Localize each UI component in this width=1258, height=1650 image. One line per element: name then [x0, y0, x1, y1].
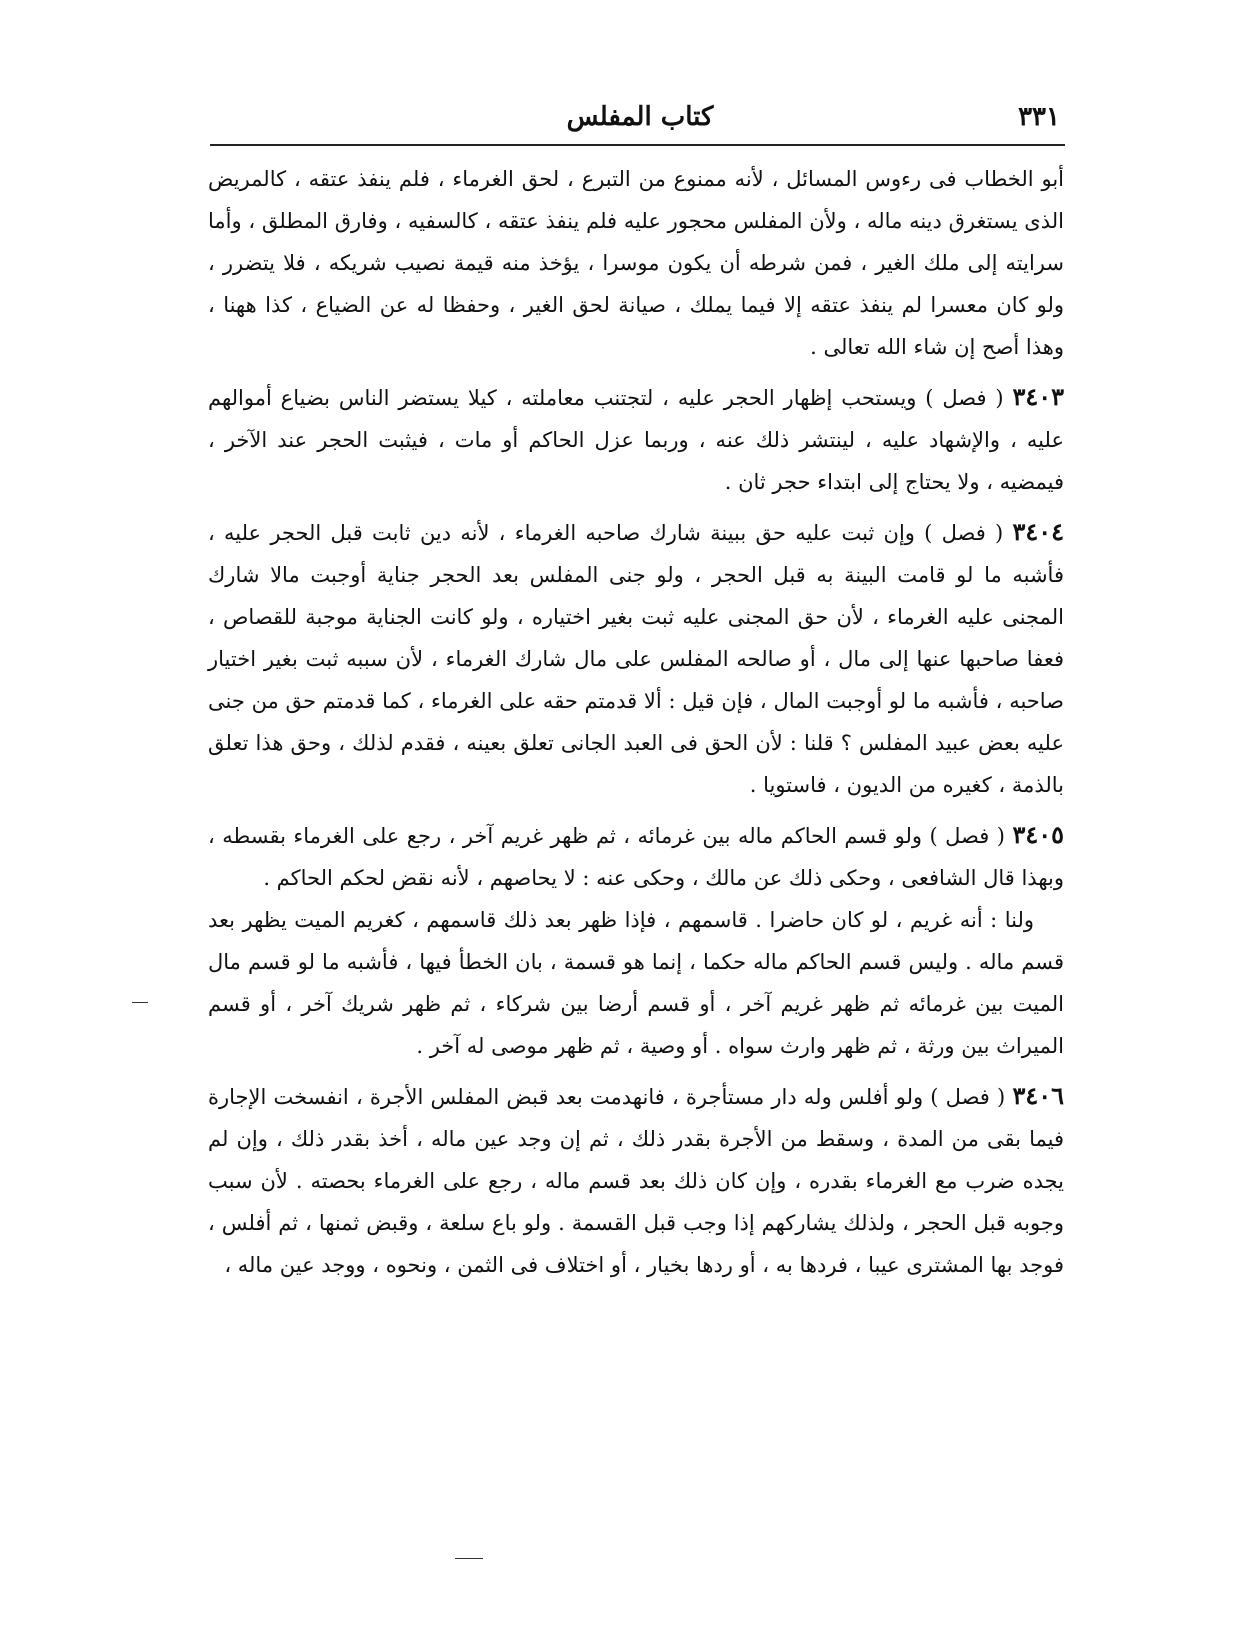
paragraph-3405	[208, 814, 1064, 899]
paragraph-text: ولنا : أنه غريم ، لو كان حاضرا . قاسمهم ، فإذا ظهر بعد ذلك قاسمهم ، كغريم الميت يظهر بعد قسم ماله . وليس قسم الحاكم ماله حكما ، إنما هو قسمة ، بان الخطأ فيها ، فأشبه ما لو قسم مال الميت بين غرمائه ثم ظهر غريم آخر ، أو قسم أرضا بين شركاء ، ثم ظهر شريك آخر ، أو قسم الميراث بين ورثة ، ثم ظهر وارث سواه . أو وصية ، ثم ظهر موصى له آخر .	[208, 908, 1064, 1058]
margin-mark	[132, 1002, 148, 1003]
header-rule	[210, 144, 1065, 146]
paragraph-text: ( فصل ) ولو أفلس وله دار مستأجرة ، فانهدمت بعد قبض المفلس الأجرة ، انفسخت الإجارة فيما بقى من المدة ، وسقط من الأجرة بقدر ذلك ، ثم إن وجد عين ماله ، أخذ بقدر ذلك ، وإن لم يجده ضرب مع الغرماء بقدره ، وإن كان ذلك بعد قسم ماله ، رجع على الغرماء بحصته . لأن سبب وجوبه قبل الحجر ، ولذلك يشاركهم إذا وجب قبل القسمة . ولو باع سلعة ، وقبض ثمنها ، ثم أفلس ، فوجد بها المشترى عيبا ، فردها به ، أو ردها بخيار ، أو اختلاف فى الثمن ، ونحوه ، ووجد عين ماله ،	[208, 1085, 1064, 1277]
paragraph-text: أبو الخطاب فى رءوس المسائل ، لأنه ممنوع من التبرع ، لحق الغرماء ، فلم ينفذ عتقه ، كالمريض الذى يستغرق دينه ماله ، ولأن المفلس محجور عليه فلم ينفذ عتقه ، كالسفيه ، وفارق المطلق ، وأما سرايته إلى ملك الغير ، فمن شرطه أن يكون موسرا ، يؤخذ منه قيمة نصيب شريكه ، فلا يتضرر ، ولو كان معسرا لم ينفذ عتقه إلا فيما يملك ، صيانة لحق الغير ، وحفظا له عن الضياع ، كذا ههنا ، وهذا أصح إن شاء الله تعالى .	[208, 167, 1064, 359]
section-number: ٣٤٠٤	[1012, 517, 1064, 546]
paragraph-3404	[208, 511, 1064, 806]
paragraph-continuation	[208, 158, 1064, 368]
section-number: ٣٤٠٣	[1012, 382, 1064, 411]
body-text	[208, 158, 1064, 1286]
paragraph-text: ( فصل ) ويستحب إظهار الحجر عليه ، لتجتنب معاملته ، كيلا يستضر الناس بضياع أموالهم عليه ، والإشهاد عليه ، لينتشر ذلك عنه ، وربما عزل الحاكم أو مات ، فيثبت الحجر عند الآخر ، فيمضيه ، ولا يحتاج إلى ابتداء حجر ثان .	[208, 386, 1064, 494]
paragraph-response	[208, 899, 1064, 1067]
page-number: ٣٣١	[1018, 102, 1060, 132]
paragraph-text: ( فصل ) وإن ثبت عليه حق ببينة شارك صاحبه الغرماء ، لأنه دين ثابت قبل الحجر عليه ، فأشبه ما لو قامت البينة به قبل الحجر ، ولو جنى المفلس بعد الحجر جناية أوجبت مالا شارك المجنى عليه الغرماء ، لأن حق المجنى عليه ثبت بغير اختياره ، ولو كانت الجناية موجبة للقصاص ، فعفا صاحبها عنها إلى مال ، أو صالحه المفلس على مال شارك الغرماء ، لأن سببه ثبت بغير اختيار صاحبه ، فأشبه ما لو أوجبت المال ، فإن قيل : ألا قدمتم حقه على الغرماء ، كما قدمتم حق من جنى عليه بعض عبيد المفلس ؟ قلنا : لأن الحق فى العبد الجانى تعلق بعينه ، فقدم لذلك ، وحق هذا تعلق بالذمة ، كغيره من الديون ، فاستويا .	[208, 521, 1064, 797]
section-number: ٣٤٠٦	[1012, 1081, 1064, 1110]
footer-mark	[455, 1558, 483, 1559]
paragraph-text: ( فصل ) ولو قسم الحاكم ماله بين غرمائه ، ثم ظهر غريم آخر ، رجع على الغرماء بقسطه ، وبهذا قال الشافعى ، وحكى ذلك عن مالك ، وحكى عنه : لا يحاصهم ، لأنه نقض لحكم الحاكم .	[208, 824, 1064, 890]
paragraph-3406	[208, 1075, 1064, 1286]
section-number: ٣٤٠٥	[1012, 820, 1064, 849]
paragraph-3403	[208, 376, 1064, 503]
page-title: كتاب المفلس	[566, 102, 714, 132]
page-header	[220, 100, 1060, 140]
